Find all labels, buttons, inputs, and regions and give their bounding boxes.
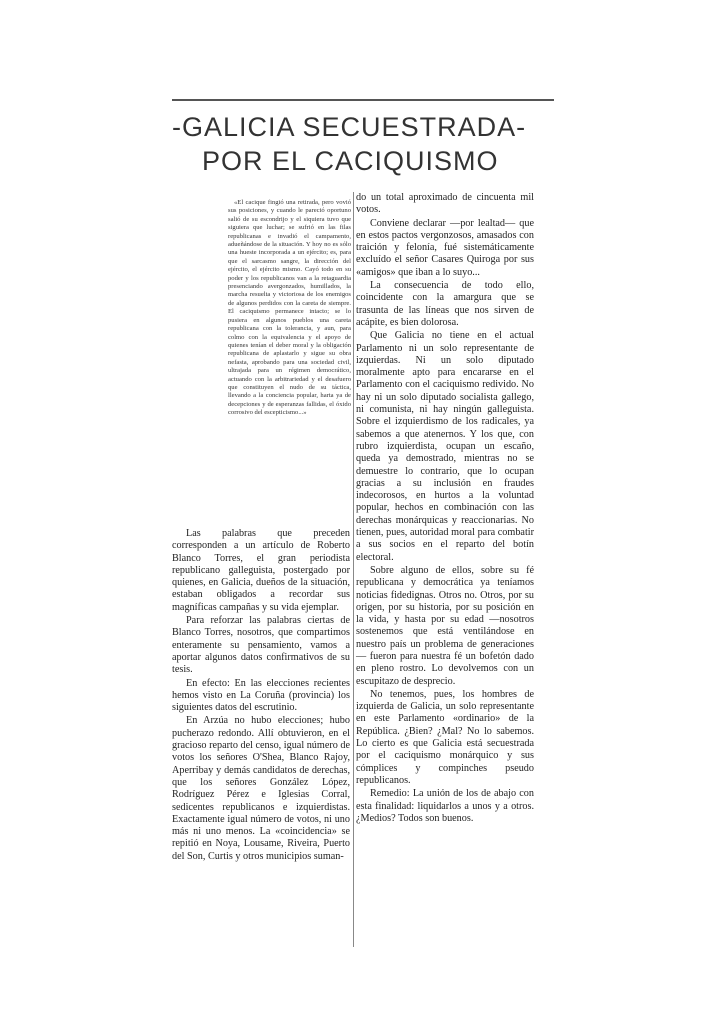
epigraph-quote [228, 199, 351, 418]
epigraph-text: «El cacique fingió una retirada, pero vovió sus posiciones, y cuando le pareció oportuno salió de su escondrijo y el siquiera tuvo que siguiera que luchar; se sufrió en las filas republicanas e invadió el campamento, adueñándose de la situación. Y hoy no es sólo una hueste incorporada a un ejército; es, para que el sarcasmo sangre, la dirección del ejército, el ejército mismo. Cayó todo en su poder y los republicanos van a la retaguardia presenciando avergonzados, humillados, la marcha resuelta y victoriosa de los enemigos de algunos perdidos con la careta de siempre. El caciquismo permanece intacto; se lo pusiera en algunos pueblos una careta republicana con la tolerancia, y aun, para colmo con la equivalencia y el apoyo de quienes tenían el deber moral y la obligación republicana de aplastarlo y sigue su obra nefasta, aprobando para una sociedad civil, ultrajada para un régimen democrático, actuando con la arbitrariedad y el desafuero que constituyen el nudo de su táctica, llevando a la conciencia popular, harta ya de decepciones y de esperanzas fallidas, el óxido corrosivo del escepticismo...» [228, 199, 351, 417]
left-column [172, 528, 350, 864]
right-column [356, 192, 534, 826]
headline-line-2: POR EL CACIQUISMO [202, 146, 499, 176]
paragraph: En efecto: En las elecciones recientes hemos visto en La Coruña (provincia) los siguientes datos del escrutinio. [172, 677, 350, 714]
paragraph: Conviene declarar —por lealtad— que en estos pactos vergonzosos, amasados con traición y felonía, fué sistemáticamente excluído el señor Casares Quiroga por sus «amigos» que iban a lo suyo... [356, 217, 534, 278]
paragraph: do un total aproximado de cincuenta mil votos. [356, 192, 534, 216]
paragraph: No tenemos, pues, los hombres de izquierda de Galicia, un solo representante en este Parlamento «ordinario» de la República. ¿Bien? ¿Mal? No lo sabemos. Lo cierto es que Galicia está secuestrada por el caciquismo monárquico y sus cómplices y compinches pseudo republicanos. [356, 688, 534, 786]
headline-line-1: -GALICIA SECUESTRADA- [172, 112, 527, 142]
paragraph: Sobre alguno de ellos, sobre su fé republicana y democrática ya teníamos noticias fidedignas. Otros no. Otros, por su origen, por su historia, por su posición en la vida, y hasta por su edad —nosotros sostenemos que está ventilándose en nuestro país un problema de generaciones— fueron para nuestra fé un bofetón dado en pleno rostro. Lo devolvemos con un escupitazo de desprecio. [356, 564, 534, 687]
paragraph: Las palabras que preceden corresponden a un artículo de Roberto Blanco Torres, el gran periodista republicano galleguista, postergado por quienes, en Galicia, dueños de la situación, estaban obligados a recordar sus magníficas campañas y su vida ejemplar. [172, 528, 350, 613]
paragraph: Que Galicia no tiene en el actual Parlamento ni un solo representante de izquierdas. Ni un solo diputado moralmente apto para encararse en el Parlamento con el caciquismo redivido. No hay ni un solo diputado socialista gallego, ni comunista, ni hay ningún galleguista. Sobre el izquierdismo de los radicales, ya sabemos a que atenernos. Y los que, con rubro izquierdista, ocupan un escaño, queda ya demostrado, mientras no se demuestre lo contrario, que lo ocupan gracias a su inclusión en fraudes indecorosos, en hurtos a la voluntad popular, hechos en combinación con las derechas monárquicas y reaccionarias. No tienen, pues, autoridad moral para combatir a sus socios en el reparto del botín electoral. [356, 330, 534, 563]
paragraph: Remedio: La unión de los de abajo con esta finalidad: liquidarlos a unos y a otros. ¿Medios? Todos son buenos. [356, 788, 534, 824]
paragraph: Para reforzar las palabras ciertas de Blanco Torres, nosotros, que compartimos enteramente su pensamiento, vamos a aportar algunos datos confirmativos de su tesis. [172, 615, 350, 676]
top-rule [172, 99, 554, 101]
column-divider [353, 192, 354, 947]
paragraph: La consecuencia de todo ello, coincidente con la amargura que se trasunta de las líneas que nos sirven de acápite, es bien dolorosa. [356, 280, 534, 328]
paragraph: En Arzúa no hubo elecciones; hubo pucherazo redondo. Allí obtuvieron, en el gracioso reparto del censo, igual número de votos los señores O'Shea, Blanco Rajoy, Aperribay y demás candidatos de derechas, que los señores González López, Rodríguez Pérez e Iglesias Corral, sedicentes republicanos e izquierdistas. Exactamente igual número de votos, ni uno más ni uno menos. La «coincidencia» se repitió en Noya, Lousame, Riveira, Puerto del Son, Curtis y otros municipios suman- [172, 715, 350, 862]
